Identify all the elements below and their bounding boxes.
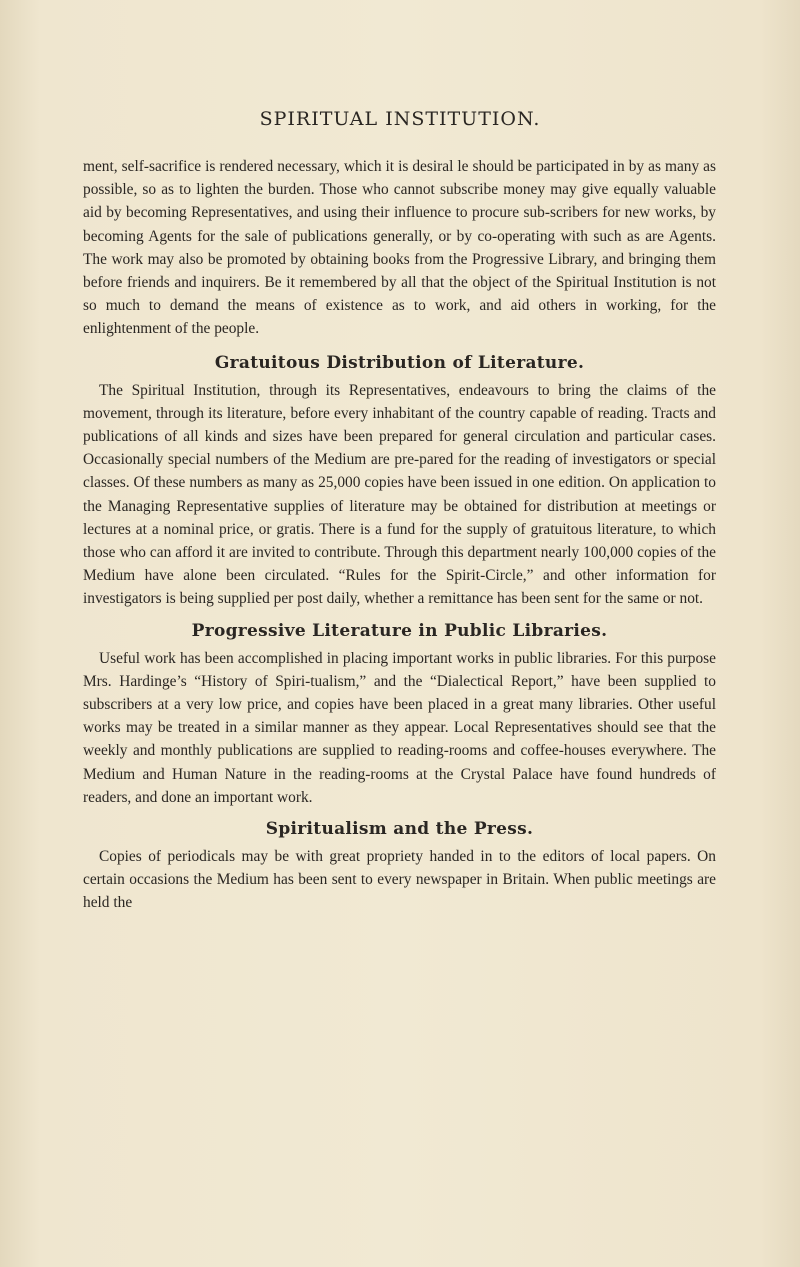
paragraph-gratuitous-distribution: The Spiritual Institution, through its Representatives, endeavours to bring the claims of the movement, through its literature, before every inhabitant of the country capable of reading. Tracts and publications of all kinds and sizes have been prepared for general circulation and particular cases. Occasionally special numbers of the Medium are pre-pared for the reading of investigators or special classes. Of these numbers as many as 25,000 copies have been issued in one edition. On application to the Managing Representative supplies of literature may be obtained for distribution at meetings or lectures at a nominal price, or gratis. There is a fund for the supply of gratuitous literature, to which those who can afford it are invited to contribute. Through this department nearly 100,000 copies of the Medium have alone been circulated. “Rules for the Spirit-Circle,” and other information for investigators is being supplied per post daily, whether a remittance has been sent for the same or not. [83,381,716,608]
paragraph-continuation: ment, self-sacrifice is rendered necessary, which it is desiral le should be participated in by as many as possible, so as to lighten the burden. Those who cannot subscribe money may give equally valuable aid by becoming Representatives, and using their influence to procure sub-scribers for new works, by becoming Agents for the sale of publications generally, or by co-operating with such as are Agents. The work may also be promoted by obtaining books from the Progressive Library, and bringing them before friends and inquirers. Be it remembered by all that the object of the Spiritual Institution is not so much to demand the means of existence as to work, and aid others in working, for the enlightenment of the people. [83,158,716,338]
section-heading-gratuitous-distribution: Gratuitous Distribution of Literature. [214,352,585,373]
paragraph-press: Copies of periodicals may be with great propriety handed in to the editors of local papers. On certain occasions the Medium has been sent to every newspaper in Britain. When public meetings are held the [83,848,716,912]
section-heading-public-libraries: Progressive Literature in Public Libraries. [191,620,608,641]
section-heading-press: Spiritualism and the Press. [265,819,534,840]
text-column [83,155,716,915]
paragraph-public-libraries: Useful work has been accomplished in placing important works in public libraries. For this purpose Mrs. Hardinge’s “History of Spiri-tualism,” and the “Dialectical Report,” have been supplied to subscribers at a very low price, and copies have been placed in a great many libraries. Other useful works may be treated in a similar manner as they appear. Local Representatives should see that the weekly and monthly publications are supplied to reading-rooms and coffee-houses everywhere. The Medium and Human Nature in the reading-rooms at the Crystal Palace have found hundreds of readers, and done an important work. [83,649,716,806]
running-head: SPIRITUAL INSTITUTION. [259,108,541,130]
